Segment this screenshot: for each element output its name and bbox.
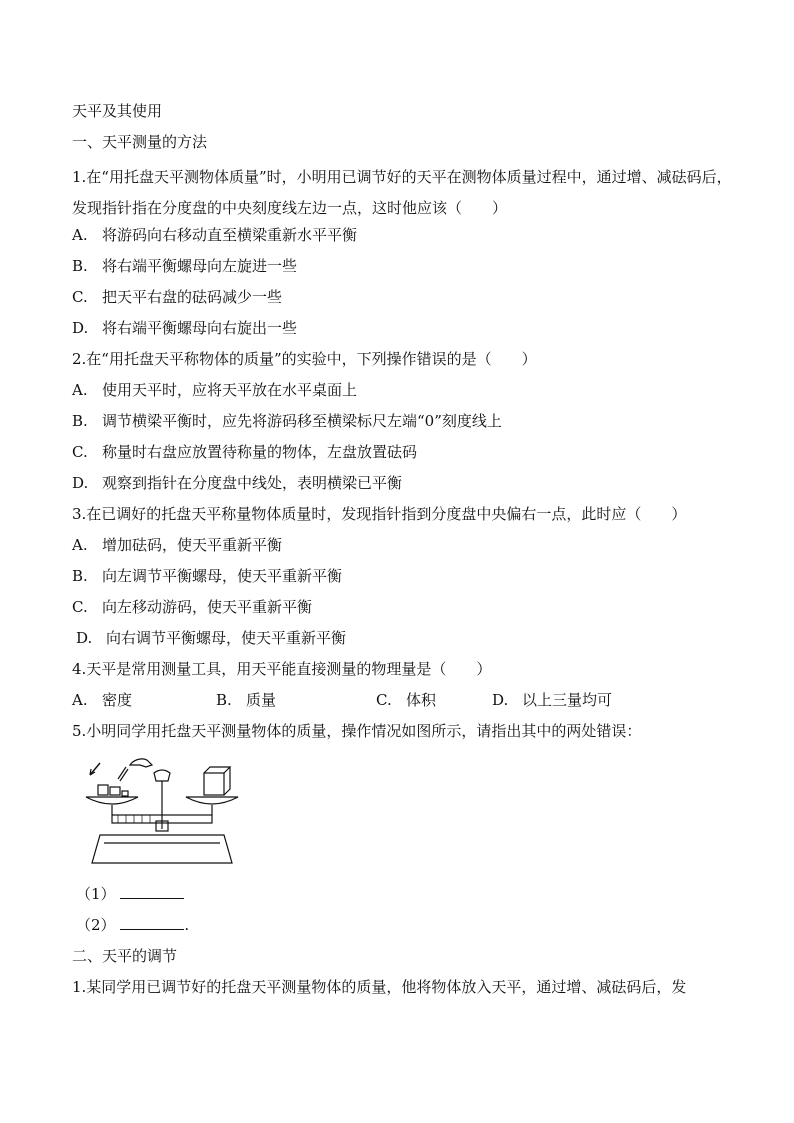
weight-left-1	[98, 785, 108, 795]
q1-option-d: D. 将右端平衡螺母向右旋出一些	[72, 319, 298, 337]
q4-option-d: D. 以上三量均可	[492, 691, 613, 709]
weight-left-2	[110, 787, 120, 795]
balance-scale-figure	[82, 751, 242, 869]
q3-option-d: D. 向右调节平衡螺母，使天平重新平衡	[76, 629, 347, 647]
q2-option-a: A. 使用天平时，应将天平放在水平桌面上	[72, 381, 358, 399]
q3-option-b: B. 向左调节平衡螺母，使天平重新平衡	[72, 567, 343, 585]
q4-option-a: A. 密度	[72, 691, 133, 709]
section-heading-1: 一、天平测量的方法	[72, 133, 208, 151]
question-4-stem: 4.天平是常用测量工具，用天平能直接测量的物理量是（ ）	[72, 660, 492, 678]
scale-base	[92, 835, 232, 863]
q4-option-c: C. 体积	[376, 691, 437, 709]
object-box	[204, 773, 224, 795]
scale-dial	[154, 770, 170, 781]
right-pan	[186, 797, 238, 804]
section-2-question-1: 1.某同学用已调节好的托盘天平测量物体的质量，他将物体放入天平，通过增、减砝码后，发	[72, 978, 687, 996]
q1-option-c: C. 把天平右盘的砝码减少一些	[72, 288, 283, 306]
q2-option-b: B. 调节横梁平衡时，应先将游码移至横梁标尺左端“0”刻度线上	[72, 412, 502, 430]
weight-small	[122, 791, 128, 796]
q1-option-b: B. 将右端平衡螺母向左旋进一些	[72, 257, 298, 275]
q3-option-a: A. 增加砝码，使天平重新平衡	[72, 536, 283, 554]
q4-option-b: B. 质量	[216, 691, 277, 709]
question-3-stem: 3.在已调好的托盘天平称量物体质量时，发现指针指到分度盘中央偏右一点，此时应（ ）	[72, 505, 687, 523]
arrow-line	[90, 763, 100, 775]
answer-blank-2[interactable]	[120, 915, 184, 930]
answer-blank-1[interactable]	[120, 884, 184, 899]
q5-answer-2: （2） .	[76, 916, 190, 934]
q5-answer-1: （1）	[76, 883, 184, 905]
question-1-stem: 1.在“用托盘天平测物体质量”时，小明用已调节好的天平在测物体质量过程中，通过增、减砝码后，发现指针指在分度盘的中央刻度线左边一点，这时他应该（ ）	[72, 168, 732, 217]
left-pan	[86, 797, 138, 804]
q2-option-c: C. 称量时右盘应放置待称量的物体，左盘放置砝码	[72, 443, 418, 461]
q4-options-row	[72, 689, 612, 711]
q2-option-d: D. 观察到指针在分度盘中线处，表明横梁已平衡	[72, 474, 403, 492]
hand-shape	[130, 759, 152, 767]
doc-title: 天平及其使用	[72, 102, 163, 120]
q1-option-a: A. 将游码向右移动直至横梁重新水平平衡	[72, 226, 358, 244]
question-2-stem: 2.在“用托盘天平称物体的质量”的实验中，下列操作错误的是（ ）	[72, 350, 537, 368]
question-5-stem: 5.小明同学用托盘天平测量物体的质量，操作情况如图所示，请指出其中的两处错误：	[72, 722, 642, 740]
section-heading-2: 二、天平的调节	[72, 947, 178, 965]
q3-option-c: C. 向左移动游码，使天平重新平衡	[72, 598, 313, 616]
